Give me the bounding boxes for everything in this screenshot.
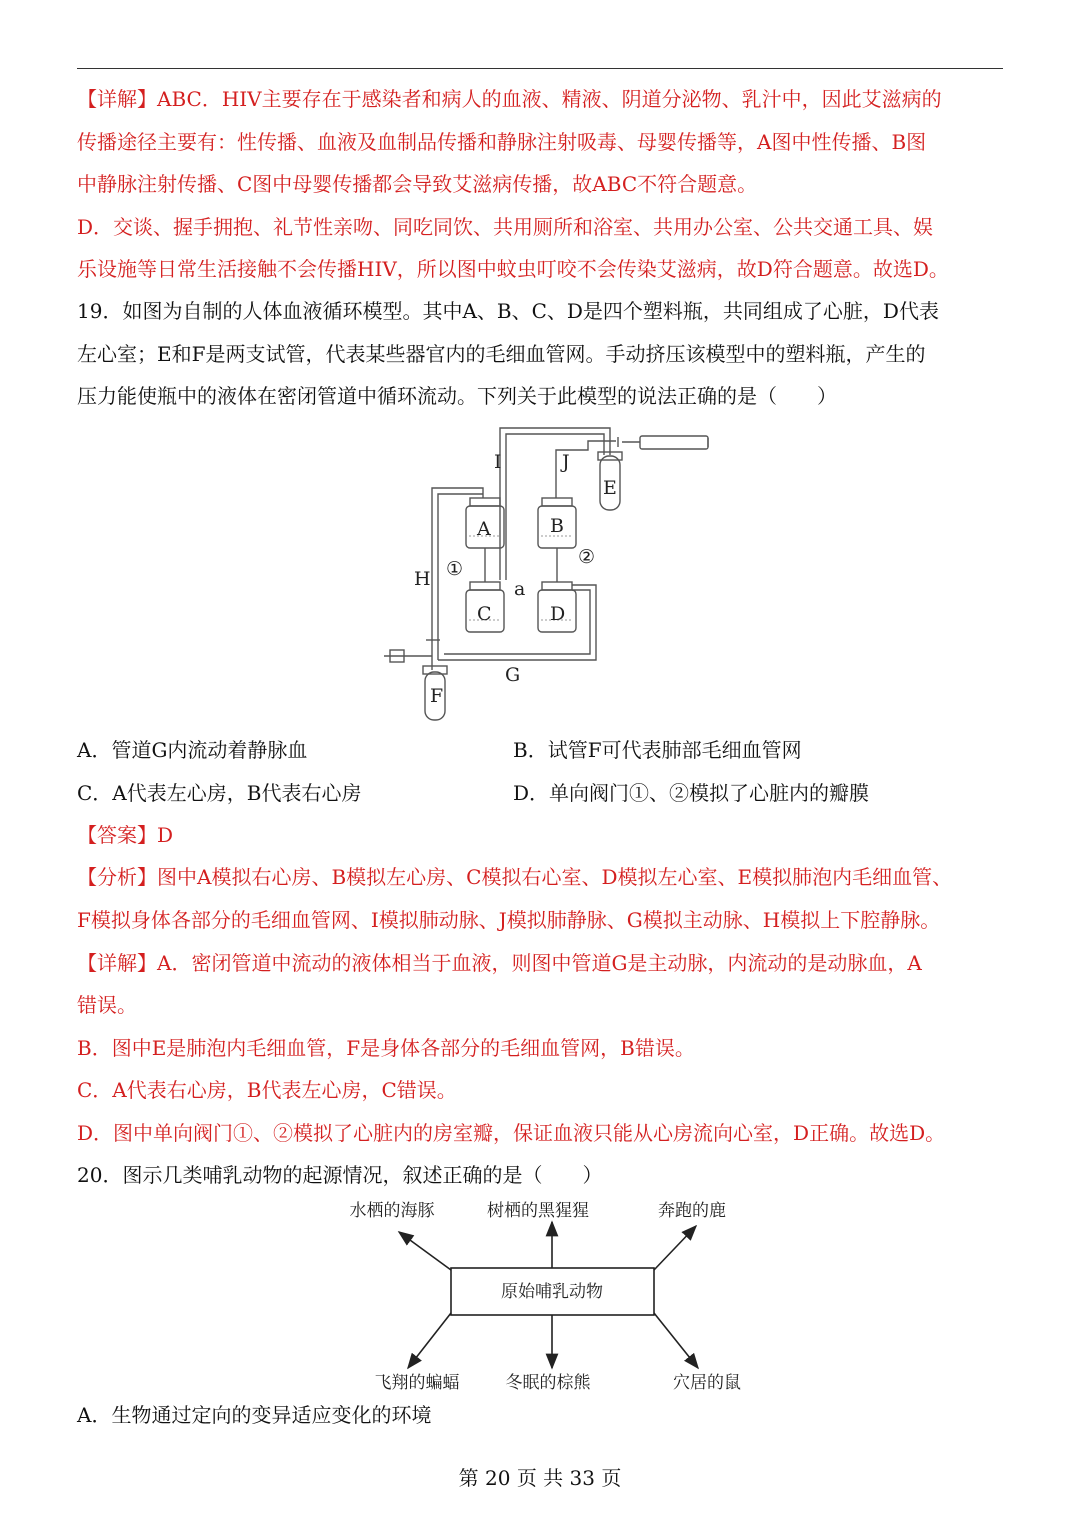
q19-detail-line-1: 【详解】A．密闭管道中流动的液体相当于血液，则图中管道G是主动脉，内流动的是动脉血，A	[77, 951, 922, 975]
q19-stem-line-3: 压力能使瓶中的液体在密闭管道中循环流动。下列关于此模型的说法正确的是（ ）	[77, 384, 837, 408]
label-dolphin: 水栖的海豚	[349, 1201, 435, 1221]
label-G: G	[505, 664, 521, 686]
label-J: J	[562, 451, 570, 473]
q20-stem: 20．图示几类哺乳动物的起源情况，叙述正确的是（ ）	[77, 1163, 603, 1187]
q19-stem-line-1: 19．如图为自制的人体血液循环模型。其中A、B、C、D是四个塑料瓶，共同组成了心脏，D代表	[77, 299, 939, 323]
q19-detail-line-3: B．图中E是肺泡内毛细血管，F是身体各部分的毛细血管网，B错误。	[77, 1036, 695, 1060]
label-B: B	[550, 515, 564, 537]
label-A: A	[477, 518, 491, 540]
q19-option-d: D．单向阀门①、②模拟了心脏内的瓣膜	[513, 781, 870, 805]
label-D: D	[550, 603, 566, 625]
q19-option-b: B．试管F可代表肺部毛细血管网	[513, 738, 802, 762]
q19-option-a: A．管道G内流动着静脉血	[77, 738, 308, 762]
label-H: H	[414, 568, 431, 590]
label-valve-1: ①	[446, 558, 464, 580]
circulation-model-figure	[380, 420, 720, 725]
header-rule	[77, 68, 1003, 69]
q18-detail-line-4: D．交谈、握手拥抱、礼节性亲吻、同吃同饮、共用厕所和浴室、共用办公室、公共交通工具、娱	[77, 215, 934, 239]
q19-detail-line-5: D．图中单向阀门①、②模拟了心脏内的房室瓣，保证血液只能从心房流向心室，D正确。故选D。	[77, 1121, 946, 1145]
q19-analysis-line-1: 【分析】图中A模拟右心房、B模拟左心房、C模拟右心室、D模拟左心室、E模拟肺泡内毛细血管、	[77, 865, 953, 889]
label-F: F	[430, 685, 444, 707]
q18-detail-line-1: 【详解】ABC．HIV主要存在于感染者和病人的血液、精液、阴道分泌物、乳汁中，因此艾滋病的	[77, 87, 942, 111]
center-label: 原始哺乳动物	[501, 1282, 603, 1302]
mammal-origin-diagram	[330, 1192, 760, 1402]
q19-detail-line-2: 错误。	[77, 993, 137, 1017]
label-bear: 冬眠的棕熊	[505, 1373, 591, 1393]
page-footer: 第 20 页 共 33 页	[458, 1466, 622, 1490]
label-a: a	[514, 578, 526, 600]
q19-option-c: C．A代表左心房，B代表右心房	[77, 781, 362, 805]
q19-answer: 【答案】D	[77, 823, 174, 847]
q18-detail-line-2: 传播途径主要有：性传播、血液及血制品传播和静脉注射吸毒、母婴传播等，A图中性传播、B图	[77, 130, 927, 154]
label-chimpanzee: 树栖的黑猩猩	[487, 1201, 589, 1221]
q19-analysis-line-2: F模拟身体各部分的毛细血管网、I模拟肺动脉、J模拟肺静脉、G模拟主动脉、H模拟上下腔静脉。	[77, 908, 941, 932]
label-E: E	[603, 477, 617, 499]
label-deer: 奔跑的鹿	[658, 1201, 726, 1221]
label-I: I	[494, 451, 502, 473]
q20-option-a: A．生物通过定向的变异适应变化的环境	[77, 1403, 432, 1427]
q19-detail-line-4: C．A代表右心房，B代表左心房，C错误。	[77, 1078, 457, 1102]
label-valve-2: ②	[578, 546, 596, 568]
label-C: C	[477, 603, 492, 625]
q18-detail-line-3: 中静脉注射传播、C图中母婴传播都会导致艾滋病传播，故ABC不符合题意。	[77, 172, 758, 196]
q19-stem-line-2: 左心室；E和F是两支试管，代表某些器官内的毛细血管网。手动挤压该模型中的塑料瓶，产生的	[77, 342, 926, 366]
label-bat: 飞翔的蝙蝠	[374, 1373, 460, 1393]
q18-detail-line-5: 乐设施等日常生活接触不会传播HIV，所以图中蚊虫叮咬不会传染艾滋病，故D符合题意。故选D。	[77, 257, 949, 281]
label-mouse: 穴居的鼠	[673, 1373, 741, 1393]
